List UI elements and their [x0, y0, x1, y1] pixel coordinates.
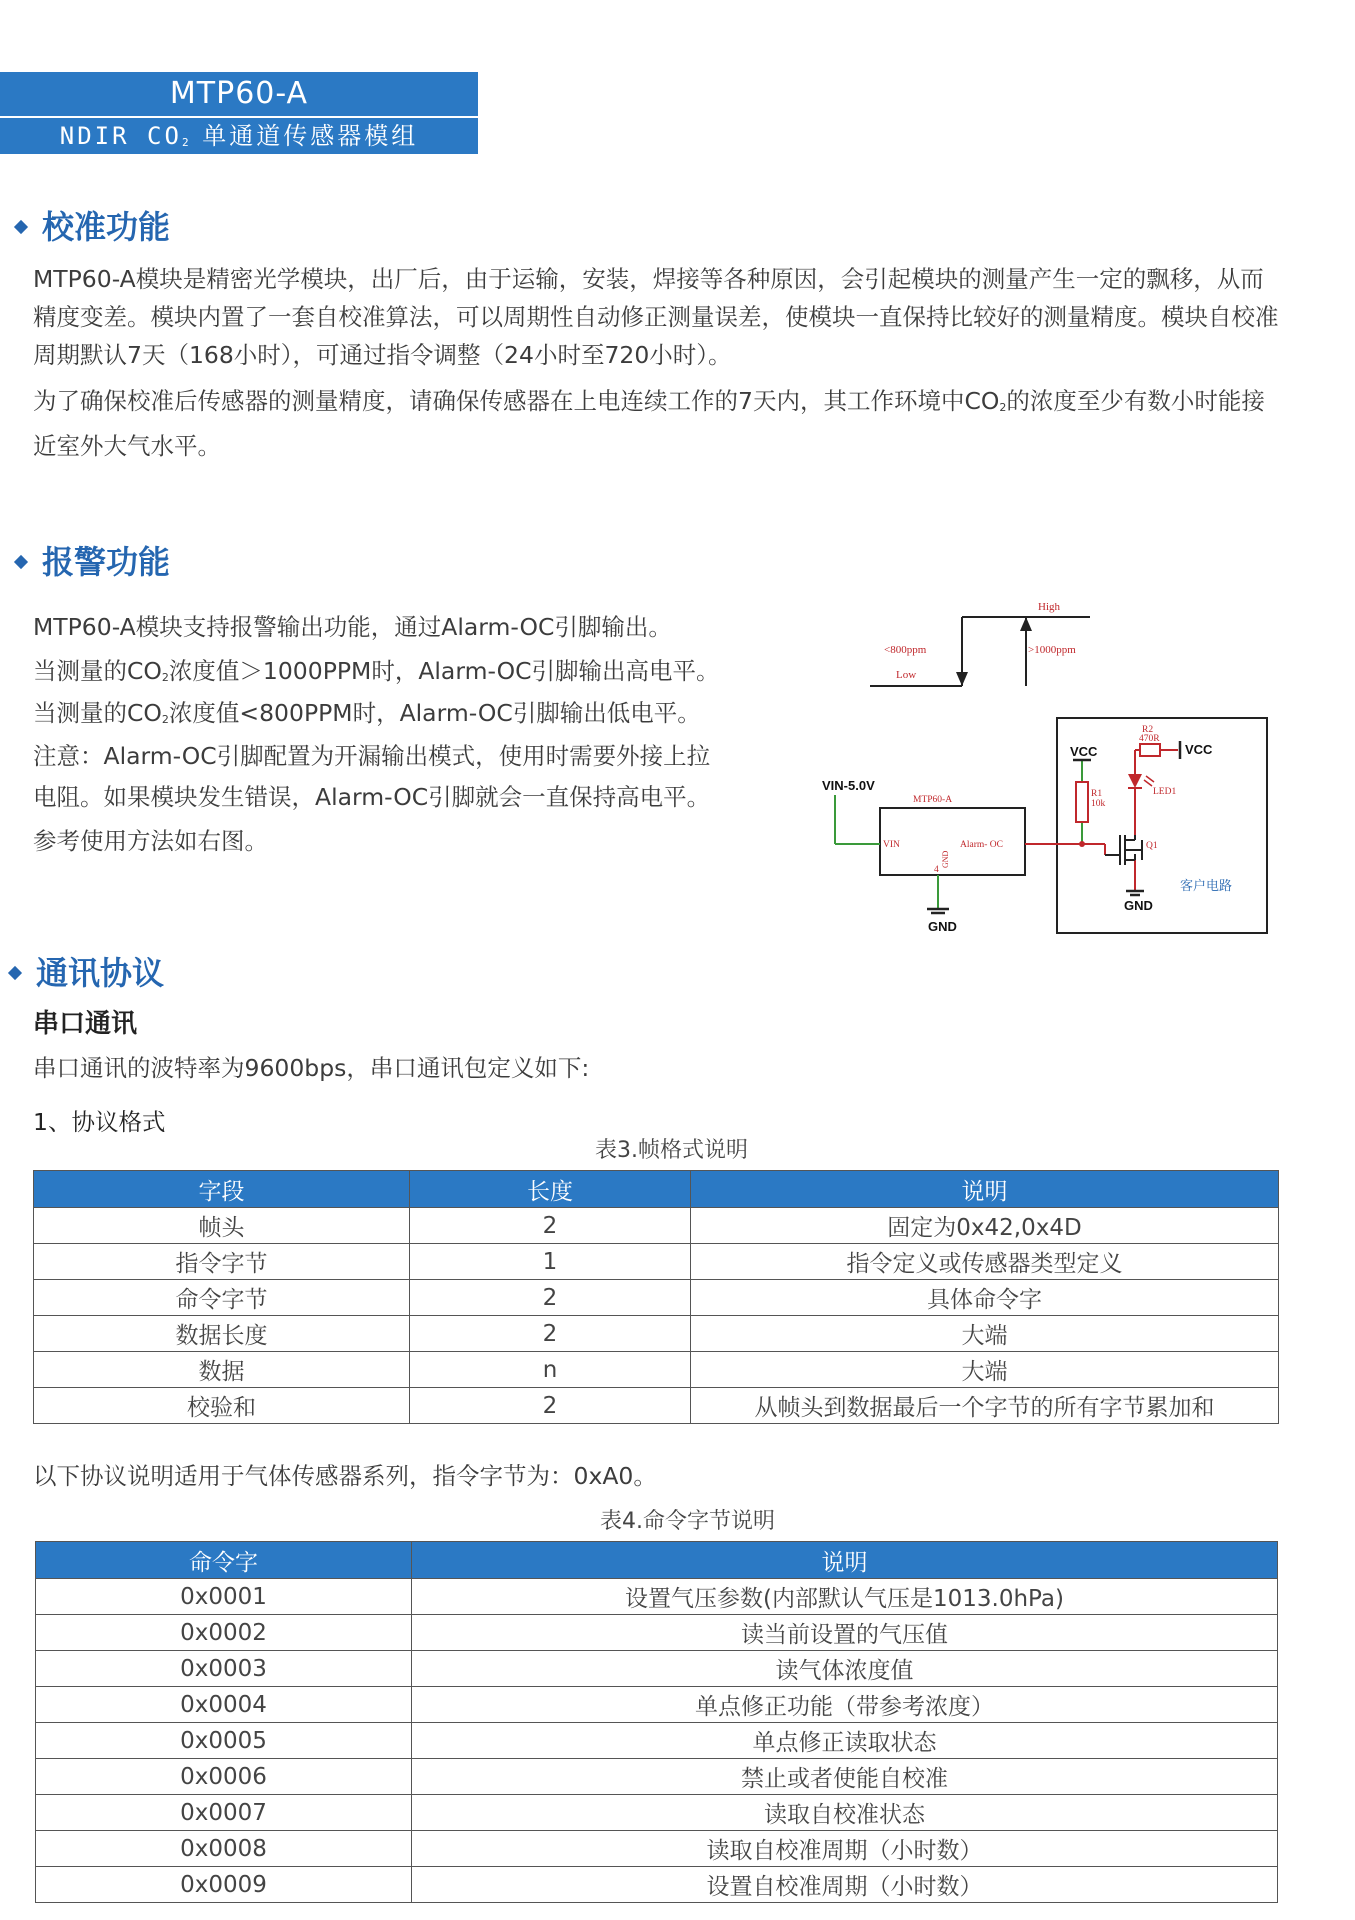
table-cell: 校验和	[34, 1388, 410, 1424]
table-cell: 读取自校准周期（小时数）	[412, 1831, 1278, 1867]
alarm-line-6: 参考使用方法如右图。	[33, 827, 268, 855]
table-cell: 0x0001	[36, 1579, 412, 1615]
section-alarm-title: 报警功能	[10, 537, 170, 583]
svg-text:GND: GND	[941, 850, 950, 868]
svg-text:4: 4	[934, 865, 939, 875]
table-cell: 数据长度	[34, 1316, 410, 1352]
table-row	[34, 1280, 1279, 1316]
arrow-down-icon	[956, 672, 968, 686]
svg-text:10k: 10k	[1091, 799, 1106, 809]
table-row	[34, 1244, 1279, 1280]
model-title: MTP60-A	[0, 72, 478, 116]
calibration-paragraph-2: 为了确保校准后传感器的测量精度，请确保传感器在上电连续工作的7天内，其工作环境中$CO_2$的浓度至少有数小时能接近室外大气水平。	[33, 387, 1265, 460]
table-cell: 2	[410, 1316, 691, 1352]
table-cell: 数据	[34, 1352, 410, 1388]
table-cell: 0x0003	[36, 1651, 412, 1687]
table-cell: 0x0008	[36, 1831, 412, 1867]
table3-caption: 表3.帧格式说明	[595, 1138, 748, 1163]
alarm-line-3: 当测量的$CO_2$浓度值<800PPM时，Alarm-OC引脚输出低电平。	[33, 699, 701, 727]
section-comm-title: 通讯协议	[4, 948, 164, 994]
table-row	[34, 1208, 1279, 1244]
alarm-circuit-diagram	[810, 590, 1280, 940]
svg-text:R1: R1	[1091, 789, 1103, 799]
alarm-line-4: 注意：Alarm-OC引脚配置为开漏输出模式，使用时需要外接上拉	[33, 742, 711, 770]
table-cell: 指令定义或传感器类型定义	[691, 1244, 1279, 1280]
svg-text:MTP60-A: MTP60-A	[913, 795, 953, 805]
table-row	[36, 1651, 1278, 1687]
table-cell: 固定为0x42,0x4D	[691, 1208, 1279, 1244]
table-row	[36, 1759, 1278, 1795]
diamond-bullet-icon	[8, 965, 22, 979]
calibration-paragraph-1: MTP60-A模块是精密光学模块，出厂后，由于运输，安装，焊接等各种原因，会引起模块的测量产生一定的飘移，从而精度变差。模块内置了一套自校准算法，可以周期性自动修正测量误差，使模块一直保持比较好的测量精度。模块自校准周期默认7天（168小时），可通过指令调整（24小时至720小时）。	[33, 265, 1279, 369]
table-cell: 从帧头到数据最后一个字节的所有字节累加和	[691, 1388, 1279, 1424]
protocol-format-heading: 1、协议格式	[33, 1108, 166, 1136]
table-cell: 命令字节	[34, 1280, 410, 1316]
table-header: 说明	[412, 1542, 1278, 1579]
svg-text:Low: Low	[896, 669, 917, 681]
svg-text:VCC: VCC	[1185, 742, 1213, 757]
svg-text:High: High	[1038, 601, 1060, 613]
table-row	[36, 1687, 1278, 1723]
table-cell: 0x0002	[36, 1615, 412, 1651]
serial-comm-heading: 串口通讯	[33, 1009, 138, 1039]
alarm-line-2: 当测量的$CO_2$浓度值＞1000PPM时，Alarm-OC引脚输出高电平。	[33, 657, 720, 685]
table-row	[36, 1615, 1278, 1651]
module-box	[880, 808, 1025, 875]
mosfet-q1-icon	[1105, 835, 1142, 865]
table-row	[36, 1795, 1278, 1831]
table-header: 字段	[34, 1171, 410, 1208]
table-cell: 0x0005	[36, 1723, 412, 1759]
table-header: 说明	[691, 1171, 1279, 1208]
alarm-line-5: 电阻。如果模块发生错误，Alarm-OC引脚就会一直保持高电平。	[33, 783, 711, 811]
svg-text:客户电路: 客户电路	[1180, 879, 1233, 894]
table-cell: 具体命令字	[691, 1280, 1279, 1316]
table-cell: 单点修正读取状态	[412, 1723, 1278, 1759]
table-cell: 指令字节	[34, 1244, 410, 1280]
table-row	[34, 1352, 1279, 1388]
table-cell: 读当前设置的气压值	[412, 1615, 1278, 1651]
table-row	[34, 1316, 1279, 1352]
svg-text:GND: GND	[928, 919, 957, 934]
table-cell: 禁止或者使能自校准	[412, 1759, 1278, 1795]
command-byte-table	[35, 1541, 1278, 1903]
svg-text:VIN: VIN	[883, 840, 900, 850]
table-row	[34, 1388, 1279, 1424]
table-cell: 设置自校准周期（小时数）	[412, 1867, 1278, 1903]
table-cell: 大端	[691, 1352, 1279, 1388]
table-cell: 1	[410, 1244, 691, 1280]
table-cell: 2	[410, 1388, 691, 1424]
table-cell: 读气体浓度值	[412, 1651, 1278, 1687]
table4-caption: 表4.命令字节说明	[600, 1509, 775, 1534]
diamond-bullet-icon	[14, 219, 28, 233]
table-cell: 设置气压参数(内部默认气压是1013.0hPa)	[412, 1579, 1278, 1615]
table-row	[36, 1831, 1278, 1867]
svg-text:Q1: Q1	[1146, 841, 1158, 851]
svg-text:470R: 470R	[1139, 734, 1160, 744]
svg-text:<800ppm: <800ppm	[884, 644, 927, 656]
table-cell: 2	[410, 1280, 691, 1316]
table-cell: 2	[410, 1208, 691, 1244]
svg-text:GND: GND	[1124, 898, 1153, 913]
frame-format-table	[33, 1170, 1279, 1424]
svg-text:VCC: VCC	[1070, 744, 1098, 759]
instruction-byte-note: 以下协议说明适用于气体传感器系列，指令字节为：0xA0。	[33, 1462, 657, 1490]
section-calibration-title: 校准功能	[10, 202, 170, 248]
product-banner	[0, 72, 478, 154]
arrow-up-icon	[1020, 617, 1032, 631]
table-cell: 0x0007	[36, 1795, 412, 1831]
svg-text:Alarm- OC: Alarm- OC	[960, 840, 1004, 850]
table-cell: 0x0009	[36, 1867, 412, 1903]
product-subtitle: NDIR $CO_2$ 单通道传感器模组	[0, 118, 478, 154]
table-row	[36, 1723, 1278, 1759]
resistor-r1-icon	[1076, 782, 1088, 822]
svg-text:VIN-5.0V: VIN-5.0V	[822, 778, 875, 793]
led-icon	[1128, 774, 1142, 788]
table-cell: 0x0004	[36, 1687, 412, 1723]
table-row	[36, 1579, 1278, 1615]
alarm-line-1: MTP60-A模块支持报警输出功能，通过Alarm-OC引脚输出。	[33, 613, 672, 641]
table-cell: 读取自校准状态	[412, 1795, 1278, 1831]
table-cell: n	[410, 1352, 691, 1388]
resistor-r2-icon	[1140, 744, 1160, 756]
svg-text:R2: R2	[1142, 725, 1154, 735]
table-cell: 帧头	[34, 1208, 410, 1244]
baud-rate-text: 串口通讯的波特率为9600bps，串口通讯包定义如下:	[33, 1054, 590, 1082]
svg-text:>1000ppm: >1000ppm	[1028, 644, 1076, 656]
table-cell: 单点修正功能（带参考浓度）	[412, 1687, 1278, 1723]
table-header: 长度	[410, 1171, 691, 1208]
table-header: 命令字	[36, 1542, 412, 1579]
table-cell: 大端	[691, 1316, 1279, 1352]
svg-text:LED1: LED1	[1153, 787, 1177, 797]
table-cell: 0x0006	[36, 1759, 412, 1795]
ground-icon	[927, 891, 1144, 913]
diamond-bullet-icon	[14, 554, 28, 568]
table-row	[36, 1867, 1278, 1903]
